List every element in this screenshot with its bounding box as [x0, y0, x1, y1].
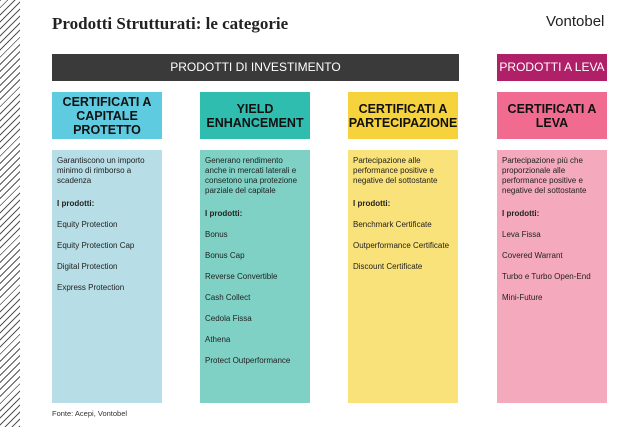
product-item: Turbo e Turbo Open-End [502, 272, 591, 281]
column-description: Partecipazione alle performance positive e negative del sottostante [353, 156, 438, 185]
product-item: Covered Warrant [502, 251, 563, 260]
products-label: I prodotti: [353, 199, 391, 208]
column-body-capitale-protetto [52, 150, 162, 403]
product-item: Cedola Fissa [205, 314, 252, 323]
column-header-yield-enhancement: YIELD ENHANCEMENT [200, 92, 310, 139]
product-item: Equity Protection [57, 220, 118, 229]
product-list [205, 230, 306, 366]
product-item: Leva Fissa [502, 230, 541, 239]
product-item: Mini-Future [502, 293, 543, 302]
column-body-partecipazione [348, 150, 458, 403]
products-label: I prodotti: [57, 199, 95, 208]
product-item: Benchmark Certificate [353, 220, 432, 229]
column-header-capitale-protetto: CERTIFICATI A CAPITALE PROTETTO [52, 92, 162, 139]
column-body-leva [497, 150, 607, 403]
product-item: Athena [205, 335, 231, 344]
column-description: Garantiscono un importo minimo di rimborso a scadenza [57, 156, 145, 185]
decorative-hatch-strip [0, 0, 20, 427]
product-item: Discount Certificate [353, 262, 423, 271]
product-item: Cash Collect [205, 293, 251, 302]
brand-logo: Vontobel [546, 13, 605, 30]
column-header-leva: CERTIFICATI A LEVA [497, 92, 607, 139]
column-body-yield-enhancement [200, 150, 310, 403]
banner-leverage-products: PRODOTTI A LEVA [497, 54, 607, 81]
product-item: Bonus Cap [205, 251, 245, 260]
source-note: Fonte: Acepi, Vontobel [52, 409, 128, 418]
product-item: Protect Outperformance [205, 356, 291, 365]
product-item: Digital Protection [57, 262, 118, 271]
products-label: I prodotti: [502, 209, 540, 218]
product-item: Equity Protection Cap [57, 241, 135, 250]
column-description: Partecipazione più che proporzionale alle performance positive e negative del sottostante [502, 156, 587, 195]
product-item: Express Protection [57, 283, 125, 292]
product-item: Bonus [205, 230, 228, 239]
product-list [502, 230, 603, 303]
column-description: Generano rendimento anche in mercati laterali e consetono una protezione parziale del capitale [205, 156, 298, 195]
column-header-partecipazione: CERTIFICATI A PARTECIPAZIONE [348, 92, 458, 139]
banner-investment-products: PRODOTTI DI INVESTIMENTO [52, 54, 459, 81]
product-item: Outperformance Certificate [353, 241, 450, 250]
product-list [57, 220, 158, 293]
products-label: I prodotti: [205, 209, 243, 218]
product-list [353, 220, 454, 272]
page-title: Prodotti Strutturati: le categorie [52, 14, 289, 33]
product-item: Reverse Convertible [205, 272, 278, 281]
